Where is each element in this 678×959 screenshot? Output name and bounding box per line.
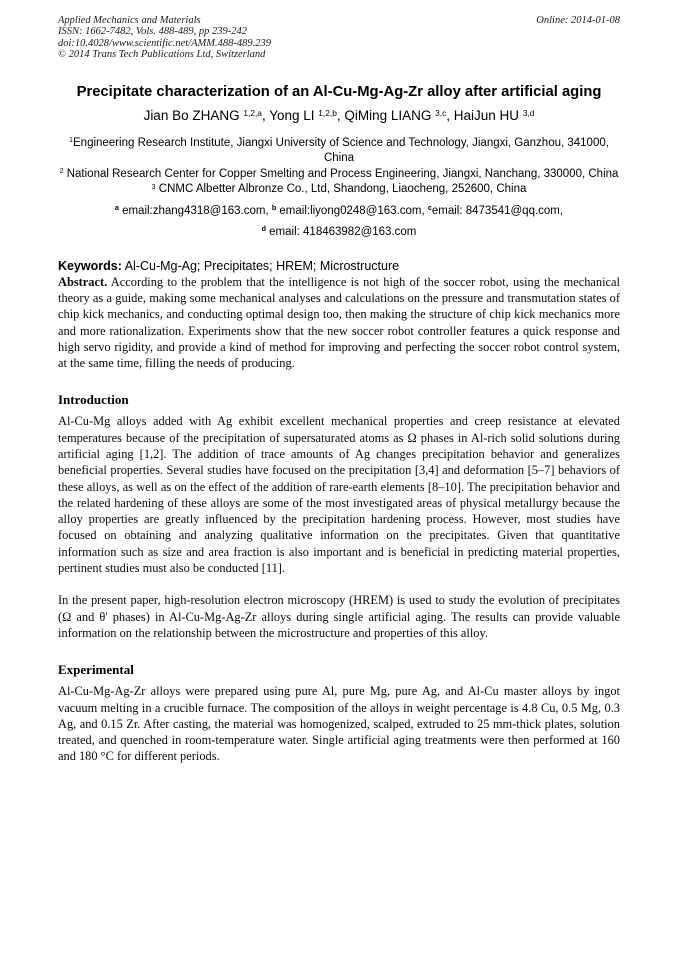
email-line-1: $^a$ email:zhang4318@163.com, $^b$ email:liyong0248@163.com, $^c$email: 8473541@qq.com, [114,204,564,217]
section-heading-experimental: Experimental [58,662,134,678]
keywords-label: Keywords: [58,258,122,273]
affiliation-1: $^1$Engineering Research Institute, Jiangxi University of Science and Technology, Jiangxi, Ganzhou, 341000, China [69,136,609,165]
experimental-paragraph-1: Al-Cu-Mg-Ag-Zr alloys were prepared using pure Al, pure Mg, pure Ag, and Al-Cu master alloys by ingot vacuum melting in a crucible furnace. The composition of the alloys in weight percentage is 4.8 Cu, 0.5 Mg, 0.3 Ag, and 0.15 Zr. After casting, the material was homogenized, scalped, extruded to 25 mm-thick plates, solution treated, and quenched in room-temperature water. Single artificial aging treatments were then performed at 160 and 180 °C for different periods. [58,684,620,764]
abstract-paragraph [58,274,620,372]
abstract-label: Abstract. [58,274,108,289]
online-date: Online: 2014-01-08 [536,15,620,26]
affiliation-2: $^2$ National Research Center for Copper Smelting and Process Engineering, Jiangxi, Nanchang, 330000, China [59,167,619,180]
journal-title: Applied Mechanics and Materials [58,15,201,26]
author-line: Jian Bo ZHANG $^{1,2,a}$, Yong LI $^{1,2,b}$, QiMing LIANG $^{3,c}$, HaiJun HU $^{3,d}$ [143,107,535,123]
journal-info [58,15,271,61]
keywords-line [58,259,620,274]
keywords-text: Al-Cu-Mg-Ag; Precipitates; HREM; Microstructure [121,258,400,273]
journal-header [0,0,678,61]
introduction-paragraph-2: In the present paper, high-resolution electron microscopy (HREM) is used to study the evolution of precipitates (Ω and θ' phases) in Al-Cu-Mg-Ag-Zr alloys during single artificial aging. The results can provide valuable information on the relationship between the microstructure and properties of this alloy. [58,593,620,640]
section-heading-introduction: Introduction [58,392,129,408]
author-emails [58,204,620,240]
affiliations [58,136,620,198]
email-line-2: $^d$ email: 418463982@163.com [261,225,417,238]
affiliation-3: $^3$ CNMC Albetter Albronze Co., Ltd, Shandong, Liaocheng, 252600, China [151,182,527,196]
journal-copyright-line: © 2014 Trans Tech Publications Ltd, Switzerland [58,49,266,61]
introduction-paragraph-1: Al-Cu-Mg alloys added with Ag exhibit excellent mechanical properties and creep resistance at elevated temperatures because of the precipitation of supersaturated atoms as Ω phases in Al-rich solid solutions during artificial aging [1,2]. The addition of trace amounts of Ag changes precipitation behavior and generalizes beneficial properties. Several studies have focused on the precipitation [3,4] and deformation [5–7] behaviors of these alloys, as well as on the effect of the addition of rare-earth elements [8–10]. The precipitation behavior and the related hardening of these alloys are some of the most investigated areas of physical metallurgy because the alloy properties are greatly influenced by the precipitation hardening process. However, most studies have focused on obtaining and analyzing qualitative information on the precipitates. Given that quantitative information such as size and area fraction is also important and is beneficial in predicting material properties, pertinent studies must also be conducted [11]. [58,414,620,576]
abstract-text: According to the problem that the intelligence is not high of the soccer robot, using the mechanical theory as a guide, making some mechanical analyses and calculations on the pressure and transmutation states of chip kick mechanics, and conducting optimal design too, then making the structure of chip kick mechanics more and more rationalization. Experiments show that the new soccer robot controller features a quick response and high servo rigidity, and provide a kind of method for improving and perfecting the soccer robot control system, at the same time, filling the needs of producing. [58,274,620,371]
paper-title: Precipitate characterization of an Al-Cu-Mg-Ag-Zr alloy after artificial aging [76,83,602,100]
journal-doi-line: doi:10.4028/www.scientific.net/AMM.488-489.239 [58,37,271,49]
journal-issn-line: ISSN: 1662-7482, Vols. 488-489, pp 239-242 [58,26,247,38]
